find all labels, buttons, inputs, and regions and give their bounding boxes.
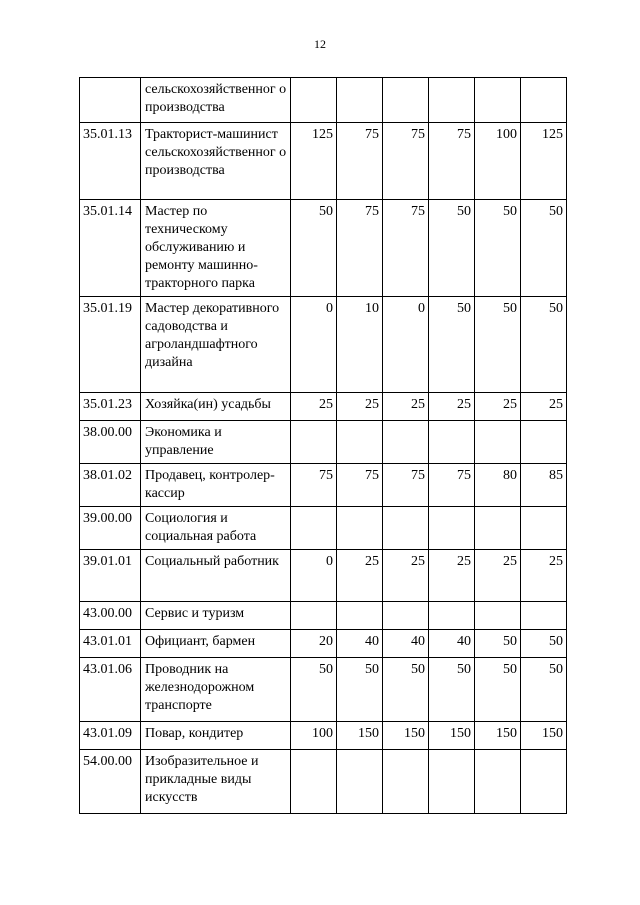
table-row (80, 200, 567, 297)
name-cell: Сервис и туризм (141, 602, 291, 630)
value-cell (429, 507, 475, 550)
code-cell: 35.01.14 (80, 200, 141, 297)
value-cell: 40 (337, 630, 383, 658)
value-cell (521, 750, 567, 814)
value-cell: 25 (337, 393, 383, 421)
name-cell: Социология и социальная работа (141, 507, 291, 550)
value-cell: 50 (429, 200, 475, 297)
value-cell: 50 (475, 658, 521, 722)
value-cell: 85 (521, 464, 567, 507)
table-row (80, 507, 567, 550)
table-row (80, 393, 567, 421)
code-cell: 39.00.00 (80, 507, 141, 550)
value-cell: 75 (337, 464, 383, 507)
value-cell (383, 602, 429, 630)
value-cell (337, 507, 383, 550)
name-cell: Мастер по техническому обслуживанию и ремонту машинно-тракторного парка (141, 200, 291, 297)
code-cell: 39.01.01 (80, 550, 141, 602)
value-cell: 25 (383, 550, 429, 602)
value-cell: 25 (337, 550, 383, 602)
value-cell (521, 421, 567, 464)
table-row (80, 464, 567, 507)
value-cell: 50 (521, 630, 567, 658)
value-cell (475, 507, 521, 550)
value-cell: 25 (429, 393, 475, 421)
value-cell (291, 507, 337, 550)
value-cell: 0 (291, 297, 337, 393)
value-cell: 50 (475, 297, 521, 393)
code-cell: 38.00.00 (80, 421, 141, 464)
table-body (80, 78, 567, 814)
name-cell: Продавец, контролер-кассир (141, 464, 291, 507)
code-cell: 43.01.09 (80, 722, 141, 750)
name-cell: Тракторист-машинист сельскохозяйственног о производства (141, 123, 291, 200)
name-cell: Официант, бармен (141, 630, 291, 658)
table-row (80, 550, 567, 602)
table-row (80, 78, 567, 123)
table-row (80, 297, 567, 393)
table-row (80, 123, 567, 200)
value-cell (521, 78, 567, 123)
value-cell (429, 78, 475, 123)
value-cell (475, 750, 521, 814)
value-cell (383, 507, 429, 550)
value-cell: 25 (475, 550, 521, 602)
value-cell (337, 750, 383, 814)
value-cell: 150 (383, 722, 429, 750)
table-row (80, 722, 567, 750)
value-cell: 25 (429, 550, 475, 602)
value-cell: 150 (429, 722, 475, 750)
value-cell: 50 (521, 658, 567, 722)
value-cell (521, 507, 567, 550)
value-cell: 80 (475, 464, 521, 507)
value-cell (291, 421, 337, 464)
value-cell: 150 (337, 722, 383, 750)
value-cell: 75 (291, 464, 337, 507)
value-cell (383, 750, 429, 814)
value-cell: 100 (475, 123, 521, 200)
code-cell: 35.01.19 (80, 297, 141, 393)
value-cell (337, 602, 383, 630)
name-cell: Социальный работник (141, 550, 291, 602)
value-cell: 50 (429, 658, 475, 722)
name-cell: Изобразительное и прикладные виды искусств (141, 750, 291, 814)
value-cell: 25 (521, 550, 567, 602)
value-cell (475, 602, 521, 630)
page-number: 12 (314, 37, 326, 51)
table-row (80, 750, 567, 814)
value-cell (521, 602, 567, 630)
value-cell (383, 421, 429, 464)
code-cell: 43.01.01 (80, 630, 141, 658)
value-cell: 150 (475, 722, 521, 750)
table-row (80, 658, 567, 722)
value-cell (475, 78, 521, 123)
value-cell: 100 (291, 722, 337, 750)
value-cell (337, 421, 383, 464)
value-cell: 50 (291, 658, 337, 722)
value-cell: 25 (291, 393, 337, 421)
code-cell: 38.01.02 (80, 464, 141, 507)
value-cell (291, 602, 337, 630)
value-cell (475, 421, 521, 464)
code-cell: 43.00.00 (80, 602, 141, 630)
value-cell: 50 (291, 200, 337, 297)
value-cell: 125 (521, 123, 567, 200)
value-cell: 75 (337, 123, 383, 200)
value-cell (291, 78, 337, 123)
value-cell: 50 (521, 297, 567, 393)
name-cell: сельскохозяйственног о производства (141, 78, 291, 123)
value-cell: 0 (291, 550, 337, 602)
name-cell: Повар, кондитер (141, 722, 291, 750)
value-cell (429, 421, 475, 464)
value-cell: 75 (429, 464, 475, 507)
professions-table (79, 77, 567, 814)
value-cell: 0 (383, 297, 429, 393)
value-cell: 75 (383, 464, 429, 507)
value-cell: 50 (475, 200, 521, 297)
value-cell: 40 (429, 630, 475, 658)
name-cell: Мастер декоративного садоводства и агроландшафтного дизайна (141, 297, 291, 393)
value-cell: 75 (383, 123, 429, 200)
table-row (80, 421, 567, 464)
name-cell: Проводник на железнодорожном транспорте (141, 658, 291, 722)
value-cell (337, 78, 383, 123)
value-cell: 125 (291, 123, 337, 200)
value-cell: 10 (337, 297, 383, 393)
table-row (80, 602, 567, 630)
value-cell (429, 750, 475, 814)
value-cell (429, 602, 475, 630)
value-cell: 75 (337, 200, 383, 297)
value-cell: 20 (291, 630, 337, 658)
value-cell (291, 750, 337, 814)
code-cell: 35.01.23 (80, 393, 141, 421)
value-cell: 25 (475, 393, 521, 421)
table-row (80, 630, 567, 658)
value-cell: 50 (475, 630, 521, 658)
code-cell: 43.01.06 (80, 658, 141, 722)
value-cell: 75 (383, 200, 429, 297)
value-cell: 50 (383, 658, 429, 722)
value-cell: 25 (521, 393, 567, 421)
name-cell: Экономика и управление (141, 421, 291, 464)
value-cell: 50 (521, 200, 567, 297)
name-cell: Хозяйка(ин) усадьбы (141, 393, 291, 421)
value-cell: 25 (383, 393, 429, 421)
value-cell: 75 (429, 123, 475, 200)
value-cell: 40 (383, 630, 429, 658)
value-cell (383, 78, 429, 123)
code-cell: 35.01.13 (80, 123, 141, 200)
value-cell: 50 (429, 297, 475, 393)
code-cell (80, 78, 141, 123)
value-cell: 150 (521, 722, 567, 750)
code-cell: 54.00.00 (80, 750, 141, 814)
value-cell: 50 (337, 658, 383, 722)
